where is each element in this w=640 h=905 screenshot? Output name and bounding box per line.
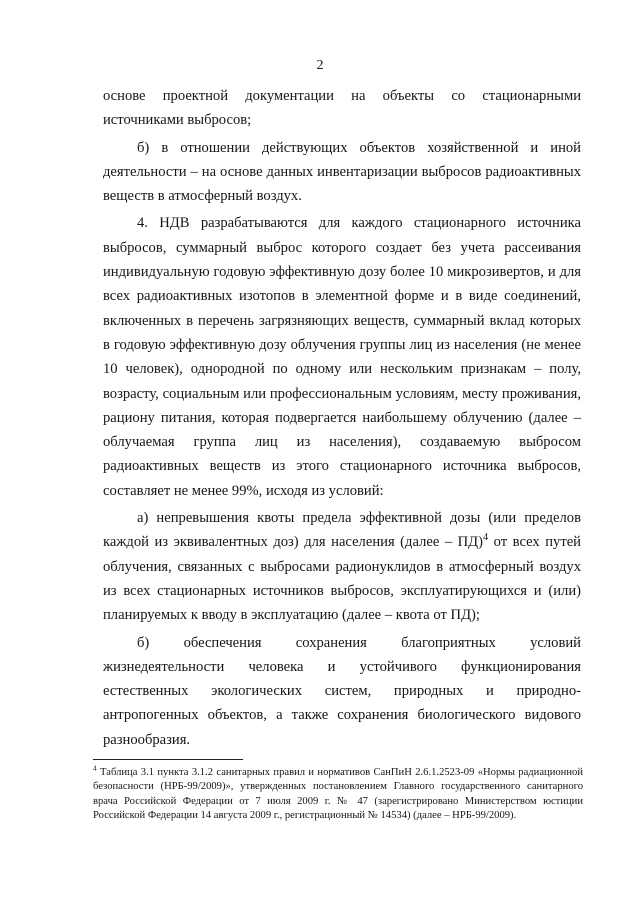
paragraph-item-b: б) в отношении действующих объектов хозяйственной и иной деятельности – на основе данных инвентаризации выбросов радиоактивных веществ в атмосферный воздух. bbox=[103, 139, 581, 205]
paragraph-continuation: основе проектной документации на объекты со стационарными источниками выбросов; bbox=[103, 88, 581, 129]
condition-a-text-continued: от всех путей облучения, связанных с выбросами радионуклидов в атмосферный воздух из всех стационарных источников выбросов, эксплуатирующихся и (или) планируемых к вводу в эксплуатацию (далее – квота от ПД); bbox=[103, 534, 581, 624]
footnote-reference: 4 bbox=[483, 532, 489, 544]
footnote-marker: 4 bbox=[93, 763, 97, 773]
page-number: 2 bbox=[316, 58, 324, 73]
footnote bbox=[93, 763, 583, 824]
paragraph-4: 4. НДВ разрабатываются для каждого стационарного источника выбросов, суммарный выброс которого создает без учета рассеивания индивидуальную годовую эффективную дозу более 10 микрозивертов, и для всех радиоактивных изотопов в элементной форме и в виде соединений, включенных в перечень загрязняющих веществ, суммарный вклад которых в годовую эффективную дозу облучения группы лиц из населения (не менее 10 человек), однородной по одному или нескольким признакам – полу, возрасту, социальным или профессиональным условиям, месту проживания, рациону питания, которая подвергается наибольшему облучению (далее – облучаемая группа лиц из населения), создаваемую выбросом радиоактивных веществ из этого стационарного источника выбросов, составляет не менее 99%, исходя из условий: bbox=[103, 215, 581, 499]
paragraph-condition-b: б) обеспечения сохранения благоприятных условий жизнедеятельности человека и устойчивого функционирования естественных экологических систем, природных и природно-антропогенных объектов, а также сохранения биологического видового разнообразия. bbox=[103, 634, 581, 748]
footnote-text: Таблица 3.1 пункта 3.1.2 санитарных правил и нормативов СанПиН 2.6.1.2523-09 «Нормы радиационной безопасности (НРБ-99/2009)», утвержденных постановлением Главного государственного санитарного врача Российской Федерации от 7 июля 2009 г. № 47 (зарегистрировано Министерством юстиции Российской Федерации 14 августа 2009 г., регистрационный № 14534) (далее – НРБ-99/2009). bbox=[93, 767, 583, 822]
paragraph-condition-a bbox=[103, 506, 581, 627]
footnote-separator bbox=[93, 759, 243, 760]
condition-a-text: а) непревышения квоты предела эффективной дозы (или пределов каждой из эквивалентных доз) для населения (далее – ПД) bbox=[103, 510, 581, 551]
body-text bbox=[103, 84, 581, 755]
